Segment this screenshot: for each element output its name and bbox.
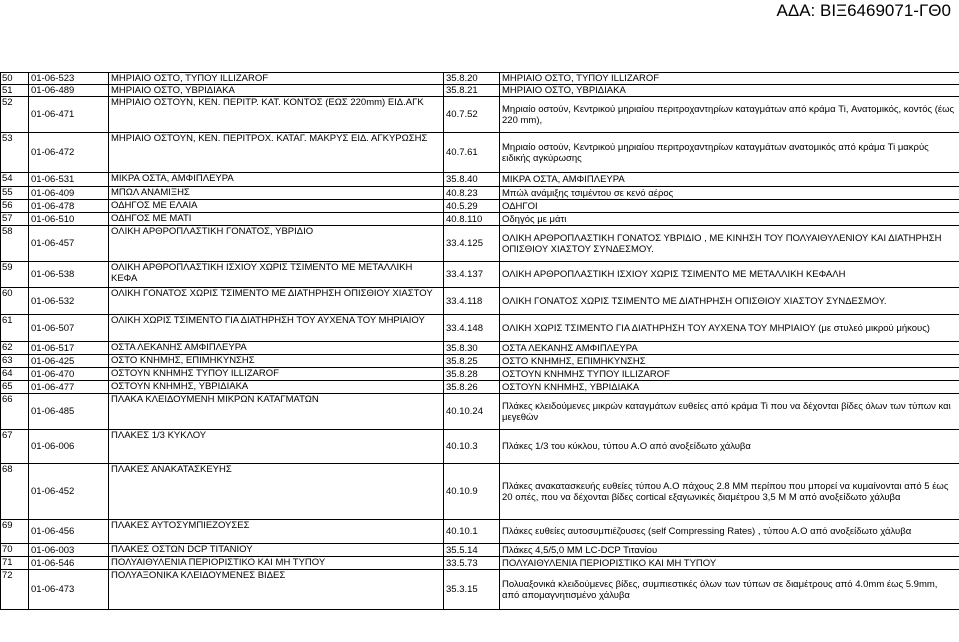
item-specification: ΟΛΙΚΗ ΑΡΘΡΟΠΛΑΣΤΙΚΗ ΓΟΝΑΤΟΣ ΥΒΡΙΔΙΟ , ΜΕ ΚΙΝΗΣΗ ΤΟΥ ΠΟΛΥΑΙΘΥΛΕΝΙΟΥ ΚΑΙ ΔΙΑΤΗΡΗΣΗ ΟΠΙΣΘΙΟΥ ΧΙΑΣΤΟΥ ΣΥΝΔΕΣΜΟΥ. [500,226,959,262]
item-description: ΜΗΡΙΑΙΟ ΟΣΤΟ, ΥΒΡΙΔΙΑΚΑ [109,85,444,97]
row-number: 56 [1,200,29,213]
item-description: ΠΛΑΚΕΣ ΑΝΑΚΑΤΑΣΚΕΥΗΣ [109,464,444,520]
row-number: 69 [1,520,29,544]
row-number: 51 [1,85,29,97]
reference-code: 35.8.20 [444,73,500,85]
reference-code: 35.5.14 [444,544,500,557]
item-description: ΠΟΛΥΑΙΘΥΛΕΝΙΑ ΠΕΡΙΟΡΙΣΤΙΚΟ ΚΑΙ ΜΗ ΤΥΠΟΥ [109,557,444,570]
table-row [1,288,959,315]
table-row [1,97,959,133]
item-description: ΠΛΑΚΕΣ 1/3 ΚΥΚΛΟΥ [109,430,444,464]
item-code: 01-06-470 [29,368,109,381]
item-specification: ΜΗΡΙΑΙΟ ΟΣΤΟ, ΤΥΠΟΥ ILLIZAROF [500,73,959,85]
item-specification: Πλάκες ανακατασκευής ευθείες τύπου Α.Ο πάχους 2.8 ΜΜ περίπου που μπορεί να κυμαίνονται από 5 έως 20 οπές, που να δέχονται βίδες cortical εξαγωνικές διαμέτρου 3,5 Μ Μ από ανοξείδωτο χάλυβα [500,464,959,520]
row-number: 61 [1,315,29,342]
table-row [1,213,959,226]
reference-code: 40.7.61 [444,133,500,173]
row-number: 72 [1,570,29,610]
table-row [1,430,959,464]
row-number: 65 [1,381,29,394]
table-row [1,544,959,557]
table-row [1,464,959,520]
reference-code: 40.10.3 [444,430,500,464]
item-code: 01-06-523 [29,73,109,85]
row-number: 60 [1,288,29,315]
item-specification: Πλάκες 4,5/5,0 ΜΜ LC-DCP Τιτανίου [500,544,959,557]
item-code: 01-06-485 [29,394,109,430]
row-number: 64 [1,368,29,381]
item-code: 01-06-003 [29,544,109,557]
table-row [1,200,959,213]
item-specification: ΟΛΙΚΗ ΧΩΡΙΣ ΤΣΙΜΕΝΤΟ ΓΙΑ ΔΙΑΤΗΡΗΣΗ ΤΟΥ ΑΥΧΕΝΑ ΤΟΥ ΜΗΡΙΑΙΟΥ (με στυλεό μικρού μήκους) [500,315,959,342]
reference-code: 35.8.28 [444,368,500,381]
row-number: 66 [1,394,29,430]
row-number: 70 [1,544,29,557]
reference-code: 40.8.23 [444,187,500,200]
table-row [1,520,959,544]
table-row [1,381,959,394]
item-specification: ΜΙΚΡΑ ΟΣΤΑ, ΑΜΦΙΠΛΕΥΡΑ [500,173,959,187]
reference-code: 40.5.29 [444,200,500,213]
item-specification: Πλάκες 1/3 του κύκλου, τύπου Α.Ο από ανοξείδωτο χάλυβα [500,430,959,464]
reference-code: 33.4.125 [444,226,500,262]
item-code: 01-06-472 [29,133,109,173]
item-description: ΟΔΗΓΟΣ ΜΕ ΜΑΤΙ [109,213,444,226]
table-row [1,557,959,570]
reference-code: 35.8.21 [444,85,500,97]
item-description: ΠΛΑΚΕΣ ΑΥΤΟΣΥΜΠΙΕΖΟΥΣΕΣ [109,520,444,544]
items-table [0,72,959,610]
reference-code: 40.10.9 [444,464,500,520]
row-number: 58 [1,226,29,262]
item-code: 01-06-507 [29,315,109,342]
table-row [1,173,959,187]
item-specification: Πλάκες κλειδούμενες μικρών καταγμάτων ευθείες από κράμα Ti που να δέχονται βίδες όλων των τύπων και μεγεθών [500,394,959,430]
item-code: 01-06-489 [29,85,109,97]
item-description: ΟΣΤΑ ΛΕΚΑΝΗΣ ΑΜΦΙΠΛΕΥΡΑ [109,342,444,355]
item-description: ΠΟΛΥΑΞΟΝΙΚΑ ΚΛΕΙΔΟΥΜΕΝΕΣ ΒΙΔΕΣ [109,570,444,610]
item-specification: Μηριαίο οστούν, Κεντρικού μηριαίου περιτροχαντηρίων καταγμάτων ανατομικός από κράμα Ti μακρύς ειδικής αγκύρωσης [500,133,959,173]
item-specification: ΟΛΙΚΗ ΑΡΘΡΟΠΛΑΣΤΙΚΗ ΙΣΧΙΟΥ ΧΩΡΙΣ ΤΣΙΜΕΝΤΟ ΜΕ ΜΕΤΑΛΛΙΚΗ ΚΕΦΑΛΗ [500,262,959,288]
table-row [1,315,959,342]
item-code: 01-06-478 [29,200,109,213]
item-specification: Πολυαξονικά κλειδούμενες βίδες, συμπιεστικές όλων των τύπων σε διαμέτρους από 4.0mm έως 5.9mm, από απομαγνητισμένο χάλυβα [500,570,959,610]
row-number: 67 [1,430,29,464]
item-specification: ΜΗΡΙΑΙΟ ΟΣΤΟ, ΥΒΡΙΔΙΑΚΑ [500,85,959,97]
table-row [1,342,959,355]
item-specification: Πλάκες ευθείες αυτοσυμπιέζουσες (self Compressing Rates) , τύπου Α.Ο από ανοξείδωτο χάλυβα [500,520,959,544]
table-row [1,355,959,368]
row-number: 50 [1,73,29,85]
table-row [1,394,959,430]
item-specification: Οδηγός με μάτι [500,213,959,226]
item-description: ΜΗΡΙΑΙΟ ΟΣΤΟΥΝ, ΚΕΝ. ΠΕΡΙΤΡ. ΚΑΤ. ΚΟΝΤΟΣ (ΕΩΣ 220mm) ΕΙΔ.ΑΓΚ [109,97,444,133]
row-number: 59 [1,262,29,288]
item-description: ΜΗΡΙΑΙΟ ΟΣΤΟΥΝ, ΚΕΝ. ΠΕΡΙΤΡΟΧ. ΚΑΤΑΓ. ΜΑΚΡΥΣ ΕΙΔ. ΑΓΚΥΡΩΣΗΣ [109,133,444,173]
reference-code: 35.3.15 [444,570,500,610]
item-description: ΟΣΤΟΥΝ ΚΝΗΜΗΣ, ΥΒΡΙΔΙΑΚΑ [109,381,444,394]
item-specification: ΠΟΛΥΑΙΘΥΛΕΝΙΑ ΠΕΡΙΟΡΙΣΤΙΚΟ ΚΑΙ ΜΗ ΤΥΠΟΥ [500,557,959,570]
item-description: ΟΛΙΚΗ ΑΡΘΡΟΠΛΑΣΤΙΚΗ ΙΣΧΙΟΥ ΧΩΡΙΣ ΤΣΙΜΕΝΤΟ ΜΕ ΜΕΤΑΛΛΙΚΗ ΚΕΦΑ [109,262,444,288]
item-description: ΟΛΙΚΗ ΑΡΘΡΟΠΛΑΣΤΙΚΗ ΓΟΝΑΤΟΣ, ΥΒΡΙΔΙΟ [109,226,444,262]
item-code: 01-06-471 [29,97,109,133]
row-number: 53 [1,133,29,173]
item-code: 01-06-409 [29,187,109,200]
item-code: 01-06-425 [29,355,109,368]
item-code: 01-06-457 [29,226,109,262]
ada-header: ΑΔΑ: ΒΙΞ6469071-ΓΘ0 [776,1,951,20]
reference-code: 33.4.118 [444,288,500,315]
item-code: 01-06-531 [29,173,109,187]
table-row [1,570,959,610]
item-code: 01-06-006 [29,430,109,464]
reference-code: 35.8.40 [444,173,500,187]
reference-code: 33.4.148 [444,315,500,342]
table-row [1,262,959,288]
reference-code: 35.8.25 [444,355,500,368]
item-code: 01-06-452 [29,464,109,520]
row-number: 71 [1,557,29,570]
item-code: 01-06-517 [29,342,109,355]
item-description: ΟΛΙΚΗ ΧΩΡΙΣ ΤΣΙΜΕΝΤΟ ΓΙΑ ΔΙΑΤΗΡΗΣΗ ΤΟΥ ΑΥΧΕΝΑ ΤΟΥ ΜΗΡΙΑΙΟΥ [109,315,444,342]
reference-code: 40.10.24 [444,394,500,430]
item-description: ΜΗΡΙΑΙΟ ΟΣΤΟ, ΤΥΠΟΥ ILLIZAROF [109,73,444,85]
item-code: 01-06-473 [29,570,109,610]
reference-code: 40.7.52 [444,97,500,133]
row-number: 54 [1,173,29,187]
item-specification: Μηριαίο οστούν, Κεντρικού μηριαίου περιτροχαντηρίων καταγμάτων από κράμα Ti, Ανατομικός, κοντός (έως 220 mm), [500,97,959,133]
item-specification: ΟΣΤΑ ΛΕΚΑΝΗΣ ΑΜΦΙΠΛΕΥΡΑ [500,342,959,355]
row-number: 55 [1,187,29,200]
item-code: 01-06-456 [29,520,109,544]
item-code: 01-06-510 [29,213,109,226]
item-code: 01-06-532 [29,288,109,315]
reference-code: 33.4.137 [444,262,500,288]
item-description: ΠΛΑΚΕΣ ΟΣΤΩΝ DCP ΤΙΤΑΝΙΟΥ [109,544,444,557]
table-row [1,226,959,262]
table-row [1,368,959,381]
item-specification: Μπώλ ανάμιξης τσιμέντου σε κενό αέρος [500,187,959,200]
item-description: ΠΛΑΚΑ ΚΛΕΙΔΟΥΜΕΝΗ ΜΙΚΡΩΝ ΚΑΤΑΓΜΑΤΩΝ [109,394,444,430]
row-number: 52 [1,97,29,133]
reference-code: 33.5.73 [444,557,500,570]
item-code: 01-06-477 [29,381,109,394]
items-table-body [1,73,959,610]
row-number: 62 [1,342,29,355]
item-specification: ΟΔΗΓΟΙ [500,200,959,213]
reference-code: 35.8.26 [444,381,500,394]
item-description: ΟΣΤΟΥΝ ΚΝΗΜΗΣ ΤΥΠΟΥ ILLIZAROF [109,368,444,381]
item-specification: ΟΣΤΟ ΚΝΗΜΗΣ, ΕΠΙΜΗΚΥΝΣΗΣ [500,355,959,368]
item-specification: ΟΣΤΟΥΝ ΚΝΗΜΗΣ, ΥΒΡΙΔΙΑΚΑ [500,381,959,394]
item-specification: ΟΛΙΚΗ ΓΟΝΑΤΟΣ ΧΩΡΙΣ ΤΣΙΜΕΝΤΟ ΜΕ ΔΙΑΤΗΡΗΣΗ ΟΠΙΣΘΙΟΥ ΧΙΑΣΤΟΥ ΣΥΝΔΕΣΜΟΥ. [500,288,959,315]
table-row [1,73,959,85]
row-number: 57 [1,213,29,226]
reference-code: 40.10.1 [444,520,500,544]
reference-code: 35.8.30 [444,342,500,355]
item-description: ΟΛΙΚΗ ΓΟΝΑΤΟΣ ΧΩΡΙΣ ΤΣΙΜΕΝΤΟ ΜΕ ΔΙΑΤΗΡΗΣΗ ΟΠΙΣΘΙΟΥ ΧΙΑΣΤΟΥ [109,288,444,315]
item-code: 01-06-546 [29,557,109,570]
item-specification: ΟΣΤΟΥΝ ΚΝΗΜΗΣ ΤΥΠΟΥ ILLIZAROF [500,368,959,381]
reference-code: 40.8.110 [444,213,500,226]
row-number: 63 [1,355,29,368]
item-description: ΜΙΚΡΑ ΟΣΤΑ, ΑΜΦΙΠΛΕΥΡΑ [109,173,444,187]
row-number: 68 [1,464,29,520]
item-description: ΜΠΩΛ ΑΝΑΜΙΞΗΣ [109,187,444,200]
table-row [1,85,959,97]
table-row [1,133,959,173]
item-code: 01-06-538 [29,262,109,288]
table-row [1,187,959,200]
item-description: ΟΔΗΓΟΣ ΜΕ ΕΛΑΙΑ [109,200,444,213]
item-description: ΟΣΤΟ ΚΝΗΜΗΣ, ΕΠΙΜΗΚΥΝΣΗΣ [109,355,444,368]
